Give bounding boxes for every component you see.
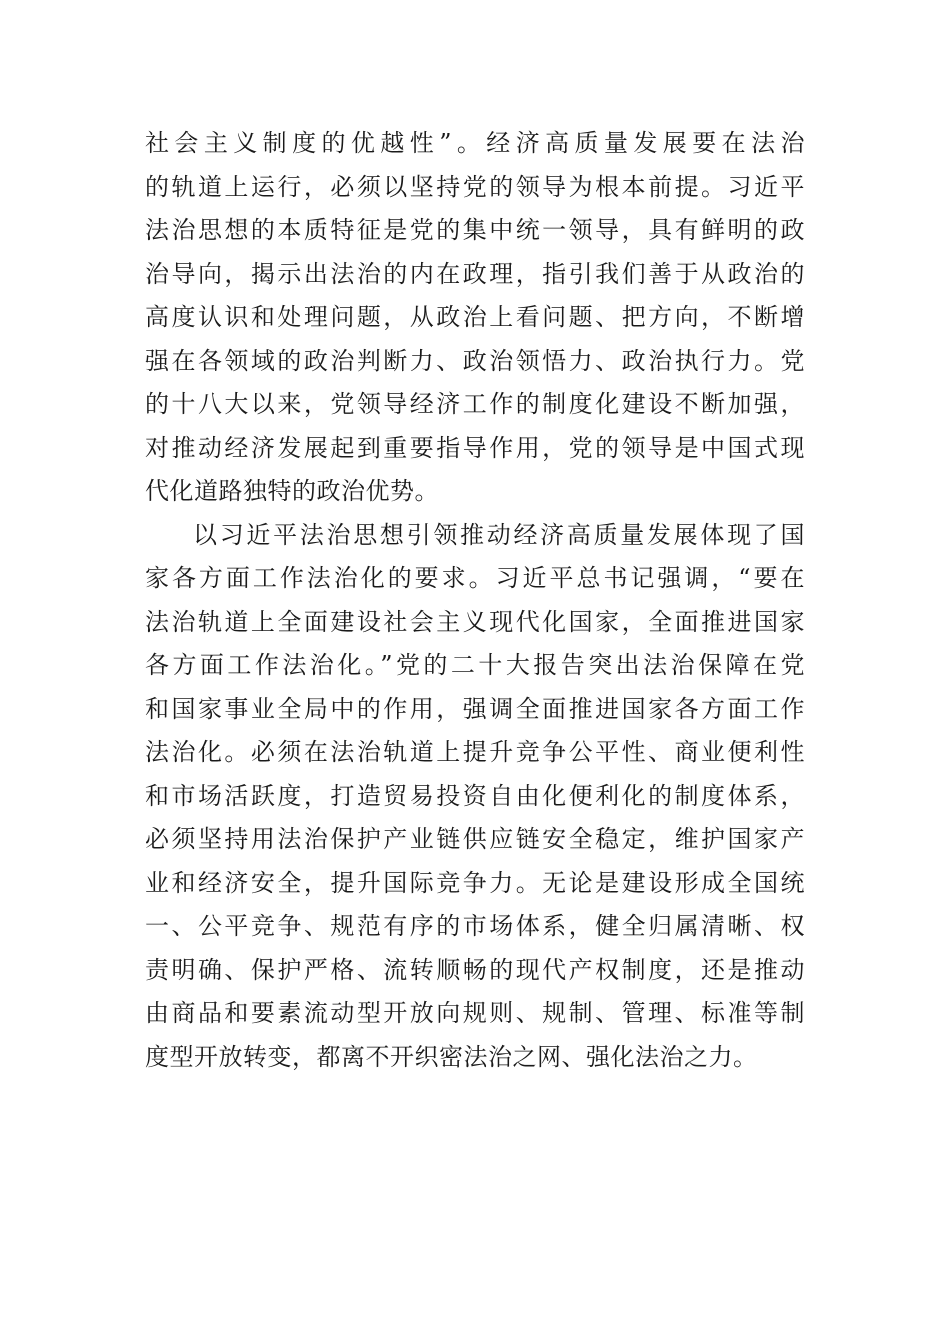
paragraph-2-line-13: 度型开放转变，都离不开织密法治之网、强化法治之力。 xyxy=(145,1042,758,1071)
paragraph-2-line-11: 责明确、保护严格、流转顺畅的现代产权制度，还是推动 xyxy=(145,955,805,984)
paragraph-1-line-2: 的轨道上运行，必须以坚持党的领导为根本前提。习近平 xyxy=(145,172,805,201)
paragraph-2-line-9: 业和经济安全，提升国际竞争力。无论是建设形成全国统 xyxy=(145,868,805,897)
paragraph-1-line-1: 社会主义制度的优越性”。经济高质量发展要在法治 xyxy=(145,129,805,157)
paragraph-1-line-5: 高度认识和处理问题，从政治上看问题、把方向，不断增 xyxy=(145,303,805,331)
paragraph-2-line-2: 家各方面工作法治化的要求。习近平总书记强调，“要在 xyxy=(145,564,805,592)
paragraph-2-line-12: 由商品和要素流动型开放向规则、规制、管理、标准等制 xyxy=(145,999,805,1027)
paragraph-1-line-6: 强在各领域的政治判断力、政治领悟力、政治执行力。党 xyxy=(145,346,805,375)
paragraph-2-line-1: 以习近平法治思想引领推动经济高质量发展体现了国 xyxy=(193,520,805,549)
paragraph-1-line-3: 法治思想的本质特征是党的集中统一领导，具有鲜明的政 xyxy=(145,216,805,244)
paragraph-2-line-7: 和市场活跃度，打造贸易投资自由化便利化的制度体系， xyxy=(145,781,805,810)
paragraph-2-line-8: 必须坚持用法治保护产业链供应链安全稳定，维护国家产 xyxy=(145,825,805,853)
paragraph-2-line-4: 各方面工作法治化。”党的二十大报告突出法治保障在党 xyxy=(145,651,805,679)
paragraph-2-line-3: 法治轨道上全面建设社会主义现代化国家，全面推进国家 xyxy=(145,607,805,636)
paragraph-1-line-7: 的十八大以来，党领导经济工作的制度化建设不断加强， xyxy=(145,390,805,418)
paragraph-1-line-9: 代化道路独特的政治优势。 xyxy=(145,477,439,505)
paragraph-1-line-4: 治导向，揭示出法治的内在政理，指引我们善于从政治的 xyxy=(145,259,805,288)
paragraph-2-line-5: 和国家事业全局中的作用，强调全面推进国家各方面工作 xyxy=(145,694,805,723)
paragraph-2-line-10: 一、公平竞争、规范有序的市场体系，健全归属清晰、权 xyxy=(145,912,805,940)
paragraph-2-line-6: 法治化。必须在法治轨道上提升竞争公平性、商业便利性 xyxy=(145,738,805,766)
document-body xyxy=(145,122,805,1079)
paragraph-1-line-8: 对推动经济发展起到重要指导作用，党的领导是中国式现 xyxy=(145,433,805,462)
